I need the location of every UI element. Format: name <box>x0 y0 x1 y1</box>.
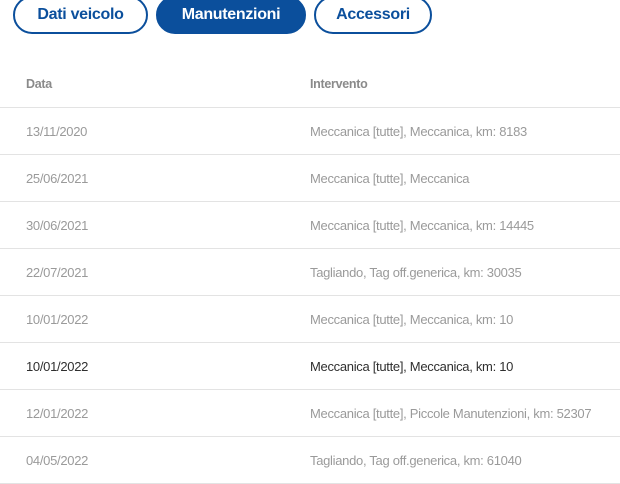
tab-dati-veicolo[interactable]: Dati veicolo <box>13 0 148 34</box>
row-intervention: Meccanica [tutte], Meccanica, km: 8183 <box>310 108 620 155</box>
row-date: 25/06/2021 <box>0 155 310 202</box>
table-row[interactable] <box>0 249 620 296</box>
row-date: 30/06/2021 <box>0 202 310 249</box>
row-date: 12/01/2022 <box>0 390 310 437</box>
row-intervention: Meccanica [tutte], Meccanica <box>310 155 620 202</box>
row-date: 13/11/2020 <box>0 108 310 155</box>
row-intervention: Meccanica [tutte], Piccole Manutenzioni, km: 52307 <box>310 390 620 437</box>
table-row-hovered[interactable] <box>0 343 620 390</box>
tab-accessori[interactable]: Accessori <box>314 0 432 34</box>
table-row[interactable] <box>0 390 620 437</box>
column-header-date: Data <box>0 61 310 108</box>
column-header-intervention: Intervento <box>310 61 620 108</box>
tab-bar <box>13 0 432 34</box>
table-row[interactable] <box>0 155 620 202</box>
row-date: 10/01/2022 <box>0 343 310 390</box>
row-date: 10/01/2022 <box>0 296 310 343</box>
table-row[interactable] <box>0 437 620 484</box>
table-row[interactable] <box>0 202 620 249</box>
row-intervention: Tagliando, Tag off.generica, km: 61040 <box>310 437 620 484</box>
tab-manutenzioni[interactable]: Manutenzioni <box>156 0 306 34</box>
row-intervention: Meccanica [tutte], Meccanica, km: 10 <box>310 343 620 390</box>
row-intervention: Meccanica [tutte], Meccanica, km: 10 <box>310 296 620 343</box>
table-row[interactable] <box>0 108 620 155</box>
maintenance-table <box>0 61 620 484</box>
row-date: 04/05/2022 <box>0 437 310 484</box>
table-header-row <box>0 61 620 108</box>
row-intervention: Tagliando, Tag off.generica, km: 30035 <box>310 249 620 296</box>
row-intervention: Meccanica [tutte], Meccanica, km: 14445 <box>310 202 620 249</box>
table-row[interactable] <box>0 296 620 343</box>
row-date: 22/07/2021 <box>0 249 310 296</box>
